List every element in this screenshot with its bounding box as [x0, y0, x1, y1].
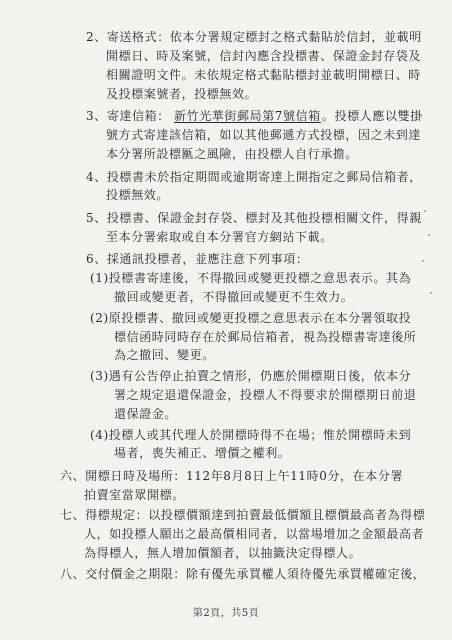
- underlined-mailbox-text: 新竹光華街郵局第7號信箱: [174, 109, 321, 124]
- document-line: 開標日、時及案號，信封內應含投標書、保證金封存袋及: [106, 49, 422, 64]
- document-line: 拍賣室當眾開標。: [84, 487, 185, 502]
- document-line: 4、投標書未於指定期間或逾期寄達上開指定之郵局信箱者，: [86, 169, 422, 184]
- document-line: 相關證明文件。未依規定格式黏貼標封並載明開標日、時: [106, 68, 422, 83]
- document-line: 場者，喪失補正、增價之權利。: [114, 446, 291, 461]
- document-line: 人，如投標人願出之最高價相同者，以當場增加之金額最高者: [84, 527, 425, 542]
- document-line: 本分署所設標匭之風險，由投標人自行承擔。: [106, 147, 359, 162]
- document-line: 標信函時同時存在於郵局信箱者，視為投標書寄達後所: [114, 329, 417, 344]
- document-line: 6、採通訊投標者，並應注意下列事項：: [86, 252, 309, 267]
- document-line: 3、寄達信箱：: [86, 109, 170, 124]
- document-line: 還保證金。: [114, 406, 178, 421]
- document-line: 撤回或變更者，不得撤回或變更不生效力。: [114, 289, 354, 304]
- document-line: (4)投標人或其代理人於開標時得不在場；惟於開標時未到: [90, 427, 412, 442]
- document-line: 至本分署索取或自本分署官方網站下載。: [106, 229, 333, 244]
- document-line: 5、投標書、保證金封存袋、標封及其他投標相關文件，得親: [86, 210, 422, 225]
- scan-specks: [416, 200, 436, 320]
- document-line: 為之撤回、變更。: [114, 348, 215, 363]
- document-line: 署之規定退還保證金，投標人不得要求於開標期日前退: [114, 388, 417, 402]
- document-line: 投標無效。: [106, 188, 170, 203]
- document-line: 及投標案號者，投標無效。: [106, 87, 258, 101]
- document-line: (2)原投標書、撤回或變更投標之意思表示在本分署領取投: [90, 310, 412, 325]
- document-line: (1)投標書寄達後，不得撤回或變更投標之意思表示。其為: [90, 271, 412, 286]
- document-line: (3)遇有公告停止拍賣之情形，仍應於開標期日後，依本分: [90, 369, 412, 384]
- document-line: 七、得標規定：以投標價額達到拍賣最低價額且標價最高者為得標: [60, 508, 426, 523]
- document-line: 號方式寄達該信箱，如以其他郵遞方式投標，因之未到達: [106, 128, 422, 143]
- page-footer: 第2頁，共5頁: [192, 608, 260, 619]
- document-line: 八、交付價金之期限：除有優先承買權人須待優先承買權確定後，: [60, 566, 426, 581]
- document-line: 為得標人，無人增加價額者，以抽籤決定得標人。: [84, 546, 362, 561]
- document-line: 六、開標日時及場所：112年8月8日上午11時0分，在本分署: [60, 468, 404, 483]
- document-line: 2、寄送格式：依本分署規定標封之格式黏貼於信封，並載明: [86, 30, 422, 45]
- document-line: 。投標人應以雙掛: [322, 109, 423, 124]
